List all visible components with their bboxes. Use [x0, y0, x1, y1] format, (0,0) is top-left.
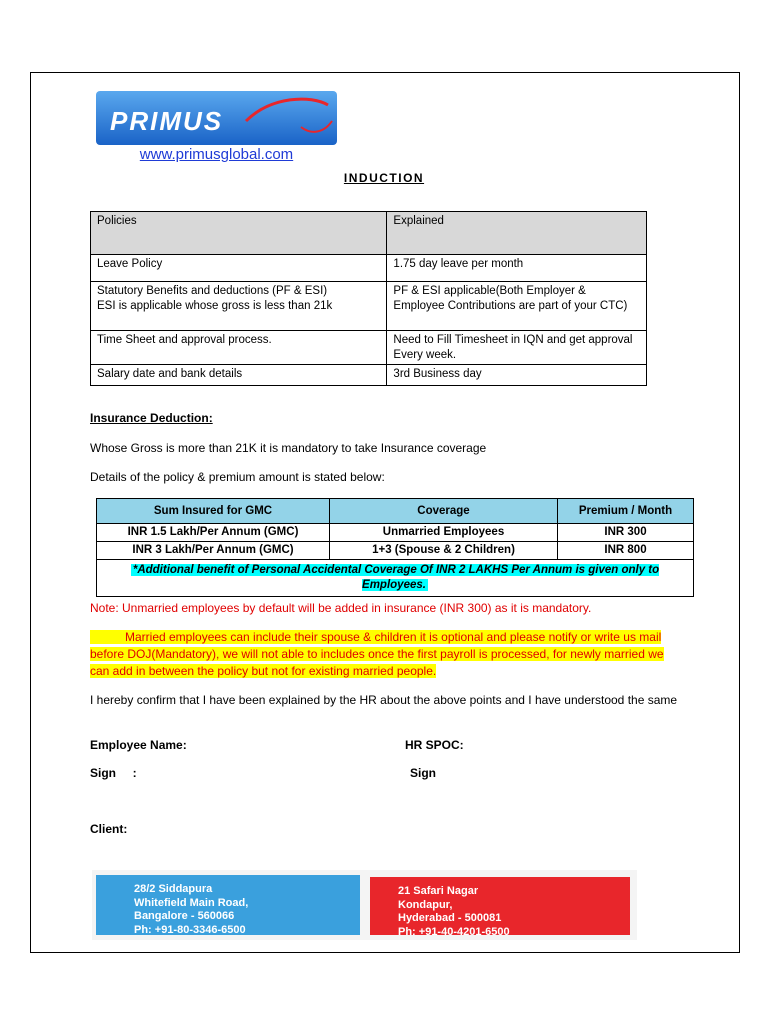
table-row: [97, 542, 694, 560]
insurance-deduction-title: Insurance Deduction:: [90, 411, 213, 425]
logo-wordmark: PRIMUS: [110, 106, 224, 136]
insurance-table: [96, 498, 694, 597]
premium-cell: INR 800: [558, 542, 694, 560]
insurance-text-1: Whose Gross is more than 21K it is mandatory to take Insurance coverage: [90, 441, 487, 455]
address-line: 28/2 Siddapura: [134, 883, 213, 895]
unmarried-note: Note: Unmarried employees by default will be added in insurance (INR 300) as it is mandatory.: [90, 601, 592, 615]
table-row: [91, 365, 647, 386]
accidental-coverage-note: *Additional benefit of Personal Accidental Coverage Of INR 2 LAKHS Per Annum is given only to Employees.: [132, 564, 660, 591]
accidental-coverage-row: [97, 560, 694, 597]
coverage-cell: Unmarried Employees: [330, 524, 558, 542]
explained-cell: 3rd Business day: [387, 365, 647, 386]
explained-cell: 1.75 day leave per month: [387, 255, 647, 282]
explained-cell: Need to Fill Timesheet in IQN and get approval Every week.: [387, 331, 647, 365]
address-line: Bangalore - 560066: [134, 910, 235, 922]
insurance-text-2: Details of the policy & premium amount is stated below:: [90, 470, 385, 484]
accidental-coverage-cell: [97, 560, 694, 597]
header-policies: Policies: [91, 212, 387, 255]
married-note-text: Married employees can include their spouse & children it is optional and please notify or write us mail before DOJ(Mandatory), we will not able to includes once the first payroll is processed, for newly married we can add in between the policy but not for existing married people.: [90, 630, 664, 678]
address-line: 21 Safari Nagar: [398, 885, 479, 897]
website-link[interactable]: www.primusglobal.com: [139, 146, 294, 163]
coverage-cell: 1+3 (Spouse & 2 Children): [330, 542, 558, 560]
policy-cell: Time Sheet and approval process.: [91, 331, 387, 365]
phone-line: Ph: +91-40-4201-6500: [398, 925, 510, 938]
primus-logo: [96, 91, 337, 145]
sign-left-label: Sign :: [90, 766, 137, 780]
table-row: [91, 255, 647, 282]
address-line: Kondapur,: [398, 898, 453, 911]
insurance-header-row: [97, 499, 694, 524]
sum-insured-cell: INR 3 Lakh/Per Annum (GMC): [97, 542, 330, 560]
table-row: [97, 524, 694, 542]
header-premium: Premium / Month: [558, 499, 694, 524]
explained-cell: PF & ESI applicable(Both Employer & Employee Contributions are part of your CTC): [387, 282, 647, 331]
policy-cell: Leave Policy: [91, 255, 387, 282]
client-label: Client:: [90, 822, 128, 836]
policy-cell: [91, 282, 387, 331]
table-row: [91, 331, 647, 365]
sign-right-label: Sign: [410, 766, 436, 780]
header-explained: Explained: [387, 212, 647, 255]
phone-line: Ph: +91-80-3346-6500: [134, 923, 246, 936]
header-coverage: Coverage: [330, 499, 558, 524]
policies-table: [90, 211, 647, 386]
sum-insured-cell: INR 1.5 Lakh/Per Annum (GMC): [97, 524, 330, 542]
policy-line: Statutory Benefits and deductions (PF & ESI): [97, 285, 328, 297]
hyderabad-address: [370, 877, 630, 938]
table-header-row: [91, 212, 647, 255]
header-sum-insured: Sum Insured for GMC: [97, 499, 330, 524]
bangalore-address: [96, 875, 360, 935]
address-line: Whitefield Main Road,: [134, 896, 249, 909]
hr-spoc-label: HR SPOC:: [405, 738, 464, 752]
policy-line-2: ESI is applicable whose gross is less than 21k: [97, 299, 333, 312]
address-line: Hyderabad - 500081: [398, 912, 502, 924]
confirmation-text: I hereby confirm that I have been explained by the HR about the above points and I have understood the same: [90, 693, 678, 707]
policy-cell: Salary date and bank details: [91, 365, 387, 386]
married-note: [90, 629, 680, 680]
table-row: [91, 282, 647, 331]
premium-cell: INR 300: [558, 524, 694, 542]
page-title: INDUCTION: [343, 171, 425, 185]
employee-name-label: Employee Name:: [90, 738, 187, 752]
